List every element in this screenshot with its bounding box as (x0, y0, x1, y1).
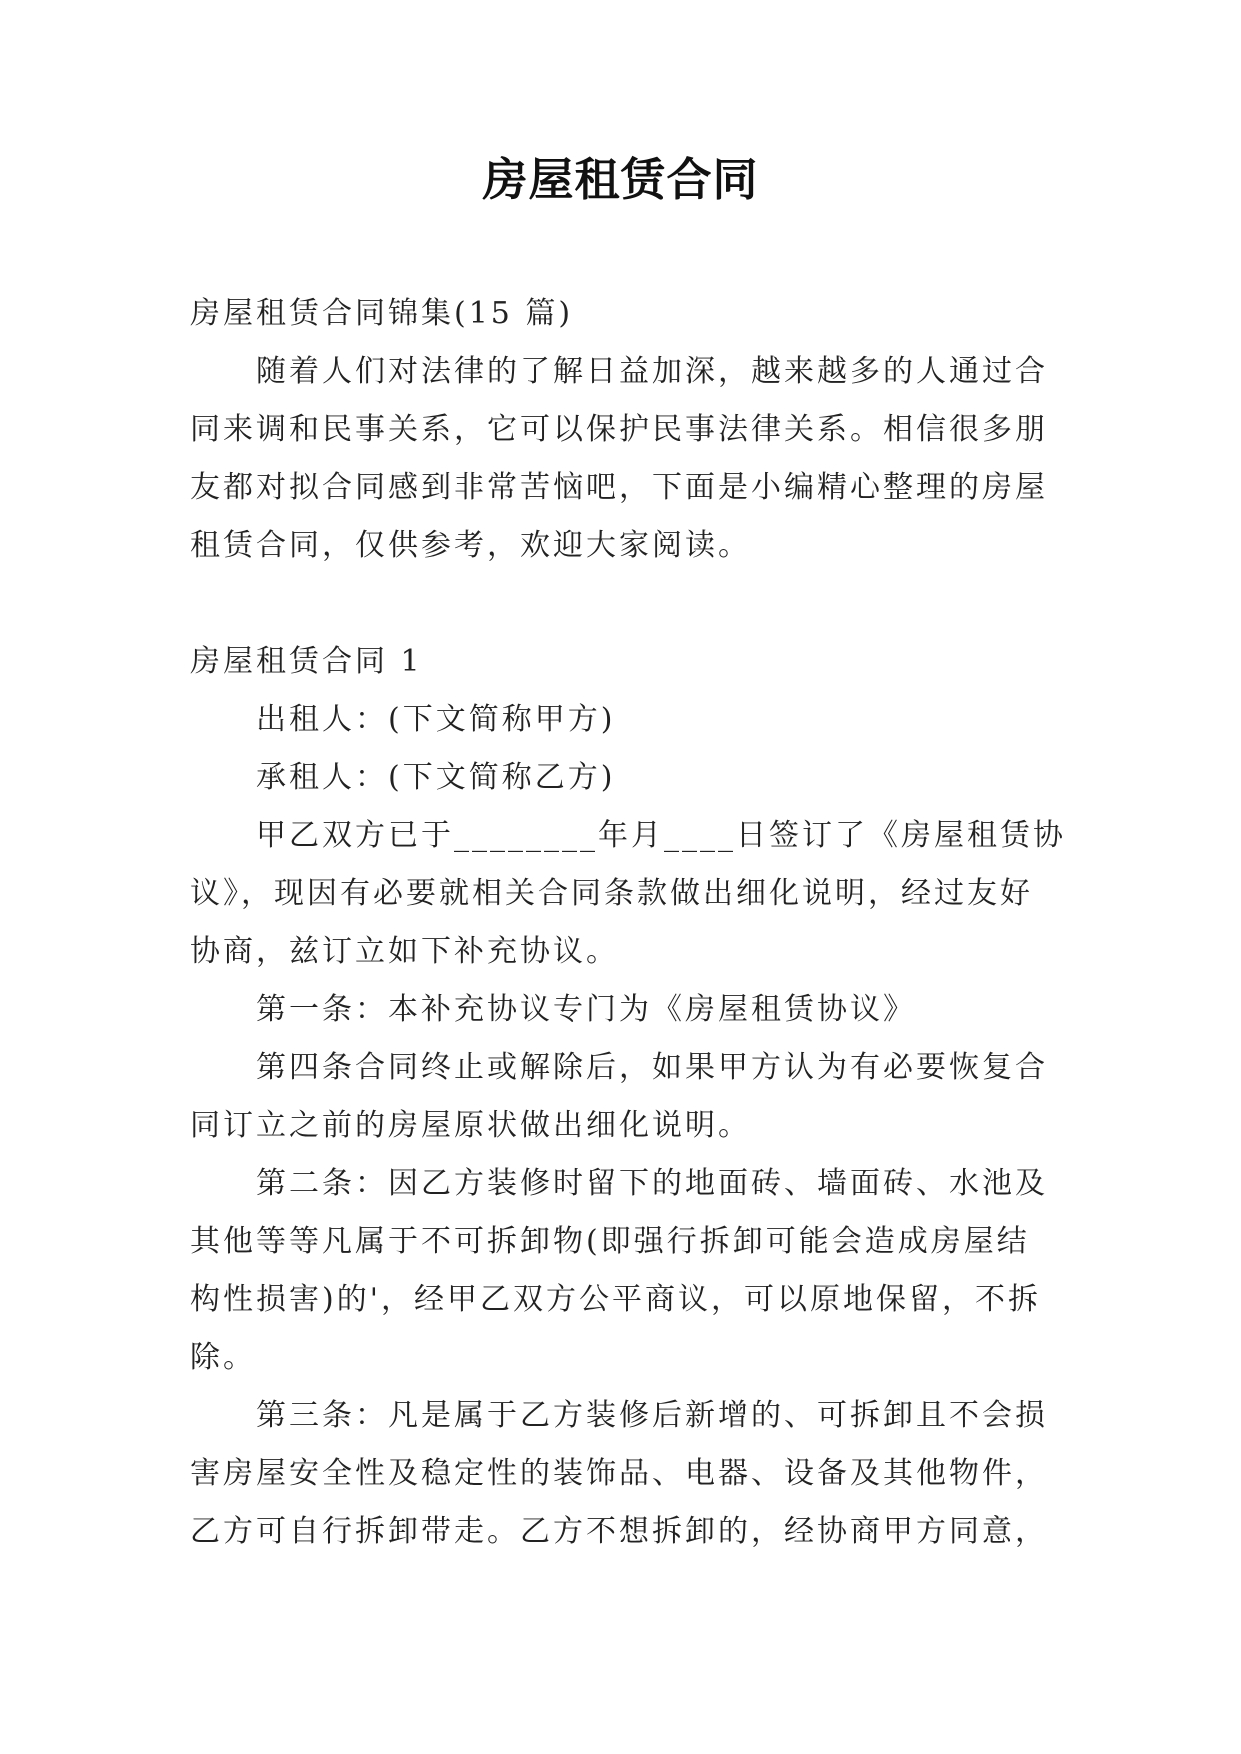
intro-paragraph-line: 租赁合同，仅供参考，欢迎大家阅读。 (190, 528, 751, 563)
document-title: 房屋租赁合同 (482, 153, 759, 206)
article-line: 乙方可自行拆卸带走。乙方不想拆卸的，经协商甲方同意， (190, 1514, 1048, 1549)
article-line: 害房屋安全性及稳定性的装饰品、电器、设备及其他物件， (190, 1456, 1048, 1491)
intro-paragraph-line: 友都对拟合同感到非常苦恼吧，下面是小编精心整理的房屋 (190, 470, 1048, 505)
article-line: 第一条：本补充协议专门为《房屋租赁协议》 (256, 992, 916, 1027)
collection-heading: 房屋租赁合同锦集(15 篇) (190, 296, 574, 331)
intro-paragraph-line: 随着人们对法律的了解日益加深，越来越多的人通过合 (256, 354, 1048, 389)
article-line: 其他等等凡属于不可拆卸物(即强行拆卸可能会造成房屋结 (190, 1224, 1030, 1259)
article-line: 构性损害)的'，经甲乙双方公平商议，可以原地保留，不拆 (190, 1282, 1041, 1317)
paragraph-gap (190, 575, 1056, 633)
article-line: 第三条：凡是属于乙方装修后新增的、可拆卸且不会损 (256, 1398, 1048, 1433)
lessee-line: 承租人：(下文简称乙方) (256, 760, 616, 795)
paragraph-line: 协商，兹订立如下补充协议。 (190, 934, 619, 969)
document-body (190, 285, 1066, 1561)
lessor-line: 出租人：(下文简称甲方) (256, 702, 616, 737)
contract-heading: 房屋租赁合同 1 (190, 644, 423, 679)
article-line: 除。 (190, 1340, 256, 1375)
article-line: 第二条：因乙方装修时留下的地面砖、墙面砖、水池及 (256, 1166, 1048, 1201)
article-line: 同订立之前的房屋原状做出细化说明。 (190, 1108, 751, 1143)
paragraph-line: 议》，现因有必要就相关合同条款做出细化说明，经过友好 (190, 876, 1033, 911)
paragraph-line: 甲乙双方已于________年月____日签订了《房屋租赁协 (256, 818, 1066, 853)
article-line: 第四条合同终止或解除后，如果甲方认为有必要恢复合 (256, 1050, 1048, 1085)
intro-paragraph-line: 同来调和民事关系，它可以保护民事法律关系。相信很多朋 (190, 412, 1048, 447)
